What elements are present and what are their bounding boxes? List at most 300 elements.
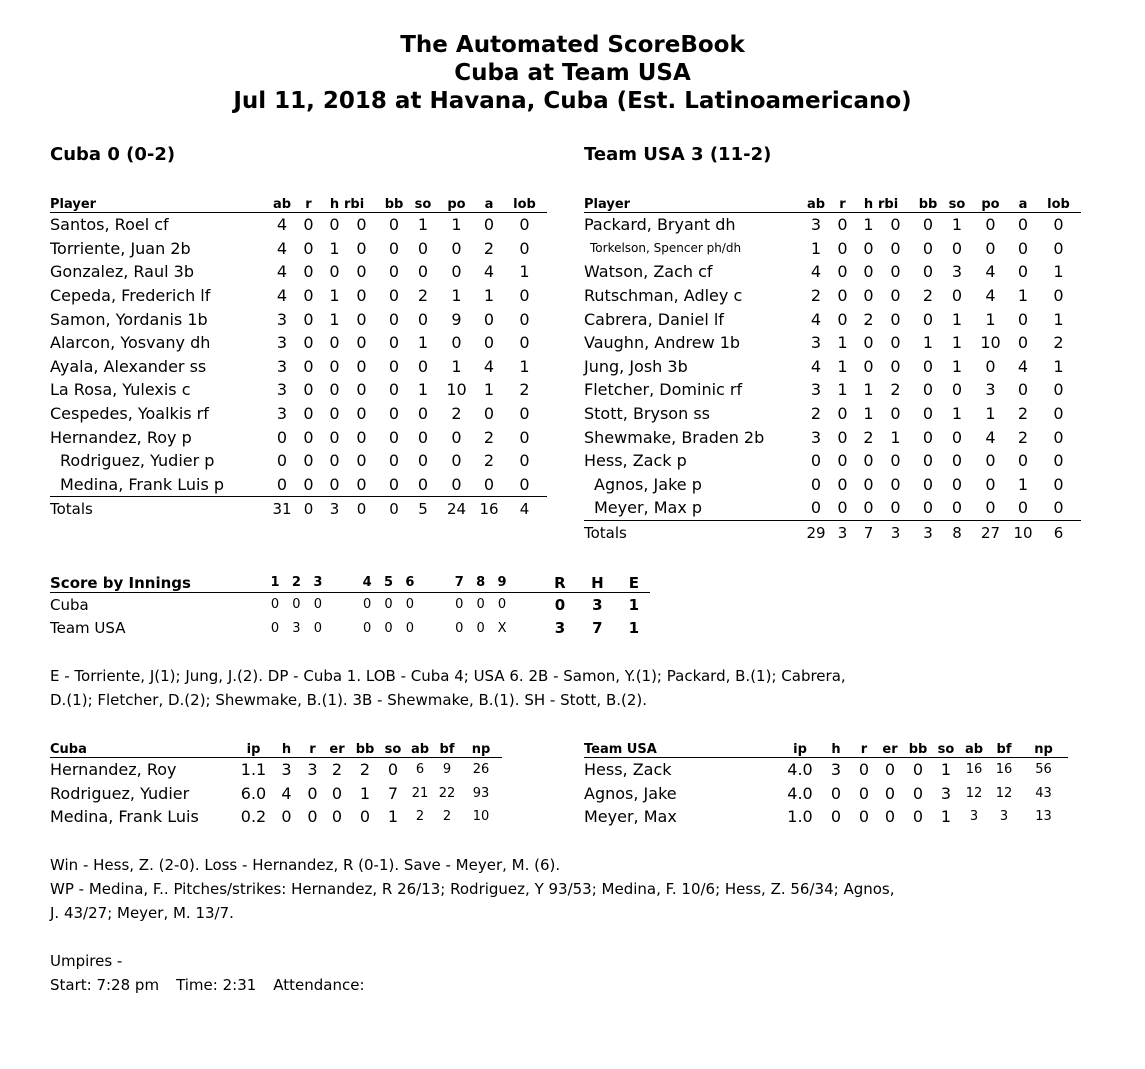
stat-so: 0 xyxy=(951,451,963,471)
pitching-np: 26 xyxy=(472,762,490,778)
rhe-header: H xyxy=(577,573,618,593)
pitching-so: 0 xyxy=(387,760,399,780)
stat-r: 0 xyxy=(303,451,314,471)
column-header-r: r xyxy=(292,194,325,213)
stat-h: 0 xyxy=(863,474,874,494)
inning-runs: 0 xyxy=(362,597,372,613)
stat-ab: 4 xyxy=(810,356,822,376)
stat-so: 0 xyxy=(417,309,429,329)
stat-bb: 0 xyxy=(388,356,400,376)
total-r: 0 xyxy=(303,499,314,518)
stat-h: 2 xyxy=(863,427,874,447)
column-header-po: po xyxy=(437,194,476,213)
stat-a: 0 xyxy=(483,404,495,424)
stat-so: 0 xyxy=(417,427,429,447)
column-header-h: h xyxy=(272,739,301,758)
stat-rbi: 0 xyxy=(356,309,367,329)
stat-so: 0 xyxy=(417,238,429,258)
total-ab: 31 xyxy=(272,499,292,518)
inning-runs: X xyxy=(497,620,507,636)
stat-bb: 0 xyxy=(388,238,400,258)
stat-r: 0 xyxy=(837,451,848,471)
totals-row xyxy=(584,520,1081,544)
player-row xyxy=(584,402,1081,426)
inning-runs: 0 xyxy=(455,597,464,613)
stat-r: 0 xyxy=(303,404,314,424)
stat-h: 1 xyxy=(863,215,874,235)
stat-r: 0 xyxy=(303,286,314,306)
stat-h: 0 xyxy=(329,333,340,353)
stat-po: 10 xyxy=(980,333,1001,353)
column-header-ab: ab xyxy=(406,739,434,758)
stat-rbi: 0 xyxy=(356,262,367,282)
stat-rbi: 0 xyxy=(890,309,901,329)
stat-lob: 2 xyxy=(1053,333,1064,353)
column-spacer xyxy=(421,593,449,617)
game-notes xyxy=(50,664,1110,712)
column-spacer xyxy=(421,573,449,593)
column-header-player: Player xyxy=(50,194,272,213)
stat-a: 2 xyxy=(1017,404,1029,424)
pitching-r: 0 xyxy=(858,783,870,803)
total-so: 8 xyxy=(952,523,962,542)
pitching-header-row xyxy=(50,739,502,758)
total-r: 3 xyxy=(554,619,566,638)
linescore-row xyxy=(50,617,650,641)
total-po: 24 xyxy=(446,499,467,518)
stat-lob: 1 xyxy=(519,262,530,282)
stat-lob: 0 xyxy=(519,238,530,258)
stat-r: 0 xyxy=(837,427,848,447)
pitching-r: 0 xyxy=(307,807,318,827)
visitor-pitching-table xyxy=(50,739,502,829)
total-r: 3 xyxy=(837,523,848,542)
stat-so: 0 xyxy=(417,262,429,282)
stat-ab: 4 xyxy=(276,262,288,282)
stat-rbi: 0 xyxy=(890,356,901,376)
pitcher-name: Hernandez, Roy xyxy=(50,760,177,780)
stat-h: 2 xyxy=(863,309,874,329)
total-h: 3 xyxy=(329,499,340,518)
wp-line-2: J. 43/27; Meyer, M. 13/7. xyxy=(50,904,234,922)
stat-po: 0 xyxy=(985,474,996,494)
stat-rbi: 0 xyxy=(356,238,367,258)
inning-runs: 0 xyxy=(405,597,415,613)
game-info-line xyxy=(50,973,1110,997)
pitching-h: 0 xyxy=(281,807,292,827)
start-time: Start: 7:28 pm xyxy=(50,976,160,994)
player-name: La Rosa, Yulexis c xyxy=(50,380,191,400)
player-name: Samon, Yordanis 1b xyxy=(50,309,208,329)
column-header-bb: bb xyxy=(350,739,380,758)
pitching-h: 4 xyxy=(281,783,292,803)
stat-h: 0 xyxy=(325,473,344,497)
stat-r: 0 xyxy=(837,262,848,282)
stat-ab: 0 xyxy=(272,473,292,497)
stat-rbi: 0 xyxy=(890,474,901,494)
stat-h: 1 xyxy=(863,404,874,424)
total-h: 7 xyxy=(592,619,603,638)
column-spacer xyxy=(513,617,543,641)
stat-po: 0 xyxy=(437,473,476,497)
inning-header: 6 xyxy=(399,573,420,593)
pitching-ab: 3 xyxy=(969,809,979,825)
total-bb: 0 xyxy=(389,499,399,518)
stat-po: 4 xyxy=(985,427,996,447)
stat-r: 1 xyxy=(837,380,848,400)
stat-r: 1 xyxy=(837,333,848,353)
player-row xyxy=(50,237,547,261)
pitcher-row xyxy=(50,782,502,806)
pitching-h: 3 xyxy=(281,760,292,780)
stat-so: 1 xyxy=(417,380,429,400)
column-header-so: so xyxy=(943,194,971,213)
stat-lob: 0 xyxy=(519,215,530,235)
stat-h: 0 xyxy=(863,262,874,282)
pitcher-name: Agnos, Jake xyxy=(584,783,677,803)
player-row xyxy=(50,473,547,497)
linescore-table xyxy=(50,573,650,640)
stat-bb: 0 xyxy=(922,404,934,424)
player-name: Stott, Bryson ss xyxy=(584,404,710,424)
stat-h: 0 xyxy=(329,262,340,282)
stat-bb: 0 xyxy=(922,356,934,376)
stat-r: 0 xyxy=(837,286,848,306)
player-name: Hess, Zack p xyxy=(584,451,687,471)
stat-po: 1 xyxy=(985,309,996,329)
inning-header: 5 xyxy=(378,573,399,593)
pitching-team-label: Cuba xyxy=(50,739,235,758)
player-name: Fletcher, Dominic rf xyxy=(584,380,743,400)
stat-a: 4 xyxy=(1017,356,1029,376)
stat-a: 1 xyxy=(1017,286,1029,306)
stat-ab: 3 xyxy=(810,380,822,400)
pitching-np: 56 xyxy=(1035,762,1052,778)
stat-h: 0 xyxy=(859,496,878,520)
column-header-lob: lob xyxy=(1036,194,1081,213)
player-row xyxy=(50,260,547,284)
visitor-batting-table xyxy=(50,194,547,521)
total-a: 16 xyxy=(479,499,499,518)
player-row xyxy=(584,307,1081,331)
pitching-bb: 0 xyxy=(912,807,924,827)
pitching-bf: 2 xyxy=(442,809,452,825)
pitching-bf: 12 xyxy=(995,785,1013,801)
stat-po: 0 xyxy=(451,427,462,447)
column-header-ab: ab xyxy=(959,739,989,758)
player-name: Meyer, Max p xyxy=(584,496,806,520)
stat-bb: 0 xyxy=(388,404,400,424)
stat-ab: 4 xyxy=(810,262,822,282)
player-row xyxy=(50,284,547,308)
column-header-np: np xyxy=(1019,739,1068,758)
stat-h: 0 xyxy=(863,333,874,353)
stat-so: 2 xyxy=(417,286,429,306)
stat-rbi: 0 xyxy=(344,473,379,497)
home-heading: Team USA 3 (11-2) xyxy=(584,144,772,165)
pitching-bb: 2 xyxy=(359,760,371,780)
attendance: Attendance: xyxy=(273,976,365,994)
pitching-er: 0 xyxy=(884,807,896,827)
player-row xyxy=(584,425,1081,449)
column-header-h: h xyxy=(325,194,344,213)
stat-r: 0 xyxy=(837,404,848,424)
stat-lob: 1 xyxy=(1053,262,1064,282)
stat-h: 0 xyxy=(863,286,874,306)
stat-bb: 0 xyxy=(922,380,934,400)
inning-runs: 0 xyxy=(384,597,393,613)
pitching-ab: 16 xyxy=(965,762,983,778)
stat-rbi: 0 xyxy=(890,451,901,471)
pitching-bf: 3 xyxy=(999,809,1009,825)
stat-ab: 3 xyxy=(276,333,288,353)
total-e: 1 xyxy=(628,595,640,614)
column-header-er: er xyxy=(324,739,350,758)
total-e: 1 xyxy=(628,619,640,638)
column-header-rbi: rbi xyxy=(878,194,913,213)
total-a: 10 xyxy=(1013,523,1033,542)
inning-header: 3 xyxy=(307,573,328,593)
stat-h: 0 xyxy=(863,356,874,376)
pitcher-name: Rodriguez, Yudier xyxy=(50,783,190,803)
player-row xyxy=(584,237,1081,261)
player-row xyxy=(584,331,1081,355)
inning-header: 4 xyxy=(356,573,377,593)
pitching-team-label: Team USA xyxy=(584,739,779,758)
stat-so: 1 xyxy=(417,215,429,235)
stat-bb: 0 xyxy=(922,215,934,235)
pitching-er: 2 xyxy=(331,760,343,780)
total-h: 7 xyxy=(863,523,874,542)
player-row xyxy=(584,260,1081,284)
stat-a: 1 xyxy=(1017,474,1029,494)
player-name: Hernandez, Roy p xyxy=(50,427,192,447)
date-location-title: Jul 11, 2018 at Havana, Cuba (Est. Latinoamericano) xyxy=(233,88,912,114)
totals-label: Totals xyxy=(584,523,627,542)
stat-ab: 3 xyxy=(810,427,822,447)
stat-po: 0 xyxy=(985,238,996,258)
stat-h: 0 xyxy=(863,451,874,471)
stat-rbi: 0 xyxy=(890,404,901,424)
stat-so: 1 xyxy=(951,215,963,235)
stat-bb: 2 xyxy=(922,286,934,306)
pitching-ab: 2 xyxy=(415,809,425,825)
stat-lob: 0 xyxy=(1053,286,1064,306)
stat-bb: 0 xyxy=(913,496,943,520)
linescore-row xyxy=(50,593,650,617)
pitching-np: 10 xyxy=(472,809,490,825)
player-name: Torriente, Juan 2b xyxy=(50,238,191,258)
stat-a: 0 xyxy=(483,309,495,329)
stat-h: 0 xyxy=(329,356,340,376)
player-name: Rutschman, Adley c xyxy=(584,286,743,306)
stat-ab: 3 xyxy=(810,333,822,353)
stat-a: 0 xyxy=(483,333,495,353)
column-header-so: so xyxy=(409,194,437,213)
stat-ab: 4 xyxy=(276,215,288,235)
totals-row xyxy=(50,497,547,521)
stat-a: 2 xyxy=(483,451,495,471)
stat-rbi: 0 xyxy=(356,404,367,424)
inning-runs: 0 xyxy=(362,620,372,636)
stat-h: 0 xyxy=(329,404,340,424)
column-header-h: h xyxy=(821,739,851,758)
stat-ab: 0 xyxy=(276,427,288,447)
stat-a: 0 xyxy=(1017,309,1029,329)
column-header-a: a xyxy=(1010,194,1036,213)
stat-so: 0 xyxy=(409,473,437,497)
stat-r: 0 xyxy=(303,380,314,400)
stat-so: 1 xyxy=(951,404,963,424)
linescore-header-row xyxy=(50,573,650,593)
stat-r: 0 xyxy=(303,333,314,353)
stat-bb: 0 xyxy=(388,286,400,306)
player-row xyxy=(584,284,1081,308)
stat-lob: 0 xyxy=(502,473,547,497)
stat-lob: 0 xyxy=(1053,404,1064,424)
rhe-header: E xyxy=(618,573,650,593)
stat-a: 1 xyxy=(483,286,495,306)
column-header-rbi: rbi xyxy=(344,194,379,213)
stat-bb: 0 xyxy=(388,215,400,235)
column-spacer xyxy=(421,617,449,641)
batting-header-row xyxy=(584,194,1081,213)
pitching-so: 1 xyxy=(940,807,952,827)
stat-ab: 3 xyxy=(276,356,288,376)
stat-so: 1 xyxy=(417,333,429,353)
pitching-r: 0 xyxy=(858,760,870,780)
column-header-r: r xyxy=(851,739,877,758)
column-header-po: po xyxy=(971,194,1010,213)
player-row xyxy=(50,402,547,426)
total-rbi: 0 xyxy=(356,499,367,518)
stat-r: 0 xyxy=(826,496,859,520)
stat-ab: 4 xyxy=(276,286,288,306)
batting-header-row xyxy=(50,194,547,213)
pitcher-row xyxy=(584,758,1068,782)
stat-r: 0 xyxy=(837,215,848,235)
stat-h: 0 xyxy=(329,451,340,471)
stat-ab: 3 xyxy=(810,215,822,235)
stat-ab: 2 xyxy=(810,404,822,424)
stat-ab: 4 xyxy=(276,238,288,258)
column-header-np: np xyxy=(460,739,502,758)
pitching-er: 0 xyxy=(331,807,343,827)
pitching-np: 43 xyxy=(1035,785,1052,801)
stat-a: 1 xyxy=(483,380,495,400)
home-batting-table xyxy=(584,194,1081,544)
stat-po: 0 xyxy=(985,356,996,376)
stat-rbi: 1 xyxy=(890,427,901,447)
stat-h: 0 xyxy=(329,427,340,447)
linescore-team: Cuba xyxy=(50,595,89,614)
stat-lob: 0 xyxy=(519,286,530,306)
pitching-ip: 6.0 xyxy=(240,783,267,803)
stat-bb: 0 xyxy=(922,238,934,258)
player-row xyxy=(584,213,1081,237)
stat-a: 0 xyxy=(1017,262,1029,282)
total-so: 5 xyxy=(418,499,428,518)
stat-po: 0 xyxy=(451,238,462,258)
stat-bb: 0 xyxy=(922,427,934,447)
stat-lob: 0 xyxy=(1053,427,1064,447)
pitching-r: 3 xyxy=(307,760,318,780)
total-lob: 6 xyxy=(1053,523,1064,542)
column-header-a: a xyxy=(476,194,502,213)
stat-h: 0 xyxy=(863,238,874,258)
player-row xyxy=(50,331,547,355)
pitcher-row xyxy=(50,805,502,829)
column-header-r: r xyxy=(301,739,324,758)
player-name: Alarcon, Yosvany dh xyxy=(50,333,211,353)
stat-rbi: 0 xyxy=(356,380,367,400)
stat-a: 0 xyxy=(1017,238,1029,258)
column-spacer xyxy=(329,617,357,641)
stat-po: 1 xyxy=(451,286,462,306)
stat-ab: 3 xyxy=(276,309,288,329)
inning-runs: 0 xyxy=(476,620,485,636)
pitcher-name: Hess, Zack xyxy=(584,760,672,780)
stat-lob: 0 xyxy=(1053,380,1064,400)
pitcher-row xyxy=(584,805,1068,829)
stat-po: 1 xyxy=(985,404,996,424)
totals-label: Totals xyxy=(50,499,93,518)
column-header-lob: lob xyxy=(502,194,547,213)
stat-a: 0 xyxy=(1017,333,1029,353)
pitching-bb: 0 xyxy=(912,783,924,803)
stat-so: 0 xyxy=(417,404,429,424)
column-header-player: Player xyxy=(584,194,806,213)
stat-bb: 0 xyxy=(922,474,934,494)
player-name: Cabrera, Daniel lf xyxy=(584,309,724,329)
stat-po: 0 xyxy=(451,451,462,471)
pitcher-row xyxy=(50,758,502,782)
pitching-np: 93 xyxy=(472,785,490,801)
pitching-ip: 4.0 xyxy=(787,783,813,803)
stat-r: 0 xyxy=(303,427,314,447)
stat-rbi: 0 xyxy=(878,496,913,520)
stat-ab: 0 xyxy=(810,451,822,471)
stat-rbi: 0 xyxy=(356,427,367,447)
inning-runs: 0 xyxy=(476,597,485,613)
stat-h: 1 xyxy=(329,238,340,258)
pitching-ip: 1.0 xyxy=(787,807,813,827)
inning-header: 1 xyxy=(264,573,285,593)
wp-line-1: WP - Medina, F.. Pitches/strikes: Hernandez, R 26/13; Rodriguez, Y 93/53; Medina, F. 10/6; Hess, Z. 56/34; Agnos, xyxy=(50,880,895,898)
stat-rbi: 0 xyxy=(890,262,901,282)
total-ab: 29 xyxy=(806,523,826,542)
pitching-er: 0 xyxy=(884,783,896,803)
stat-rbi: 0 xyxy=(890,238,901,258)
stat-bb: 0 xyxy=(388,262,400,282)
stat-a: 4 xyxy=(483,262,495,282)
pitching-ip: 0.2 xyxy=(240,807,267,827)
stat-a: 0 xyxy=(1017,451,1029,471)
player-name: Gonzalez, Raul 3b xyxy=(50,262,194,282)
pitching-bf: 16 xyxy=(995,762,1013,778)
total-rbi: 3 xyxy=(890,523,901,542)
pitching-ab: 21 xyxy=(411,785,429,801)
player-name: Jung, Josh 3b xyxy=(584,356,688,376)
stat-so: 1 xyxy=(951,333,963,353)
stat-po: 0 xyxy=(451,333,462,353)
stat-so: 0 xyxy=(417,451,429,471)
inning-runs: 0 xyxy=(384,620,393,636)
stat-so: 3 xyxy=(951,262,963,282)
player-name: Vaughn, Andrew 1b xyxy=(584,333,741,353)
stat-ab: 4 xyxy=(810,309,822,329)
stat-bb: 0 xyxy=(388,380,400,400)
